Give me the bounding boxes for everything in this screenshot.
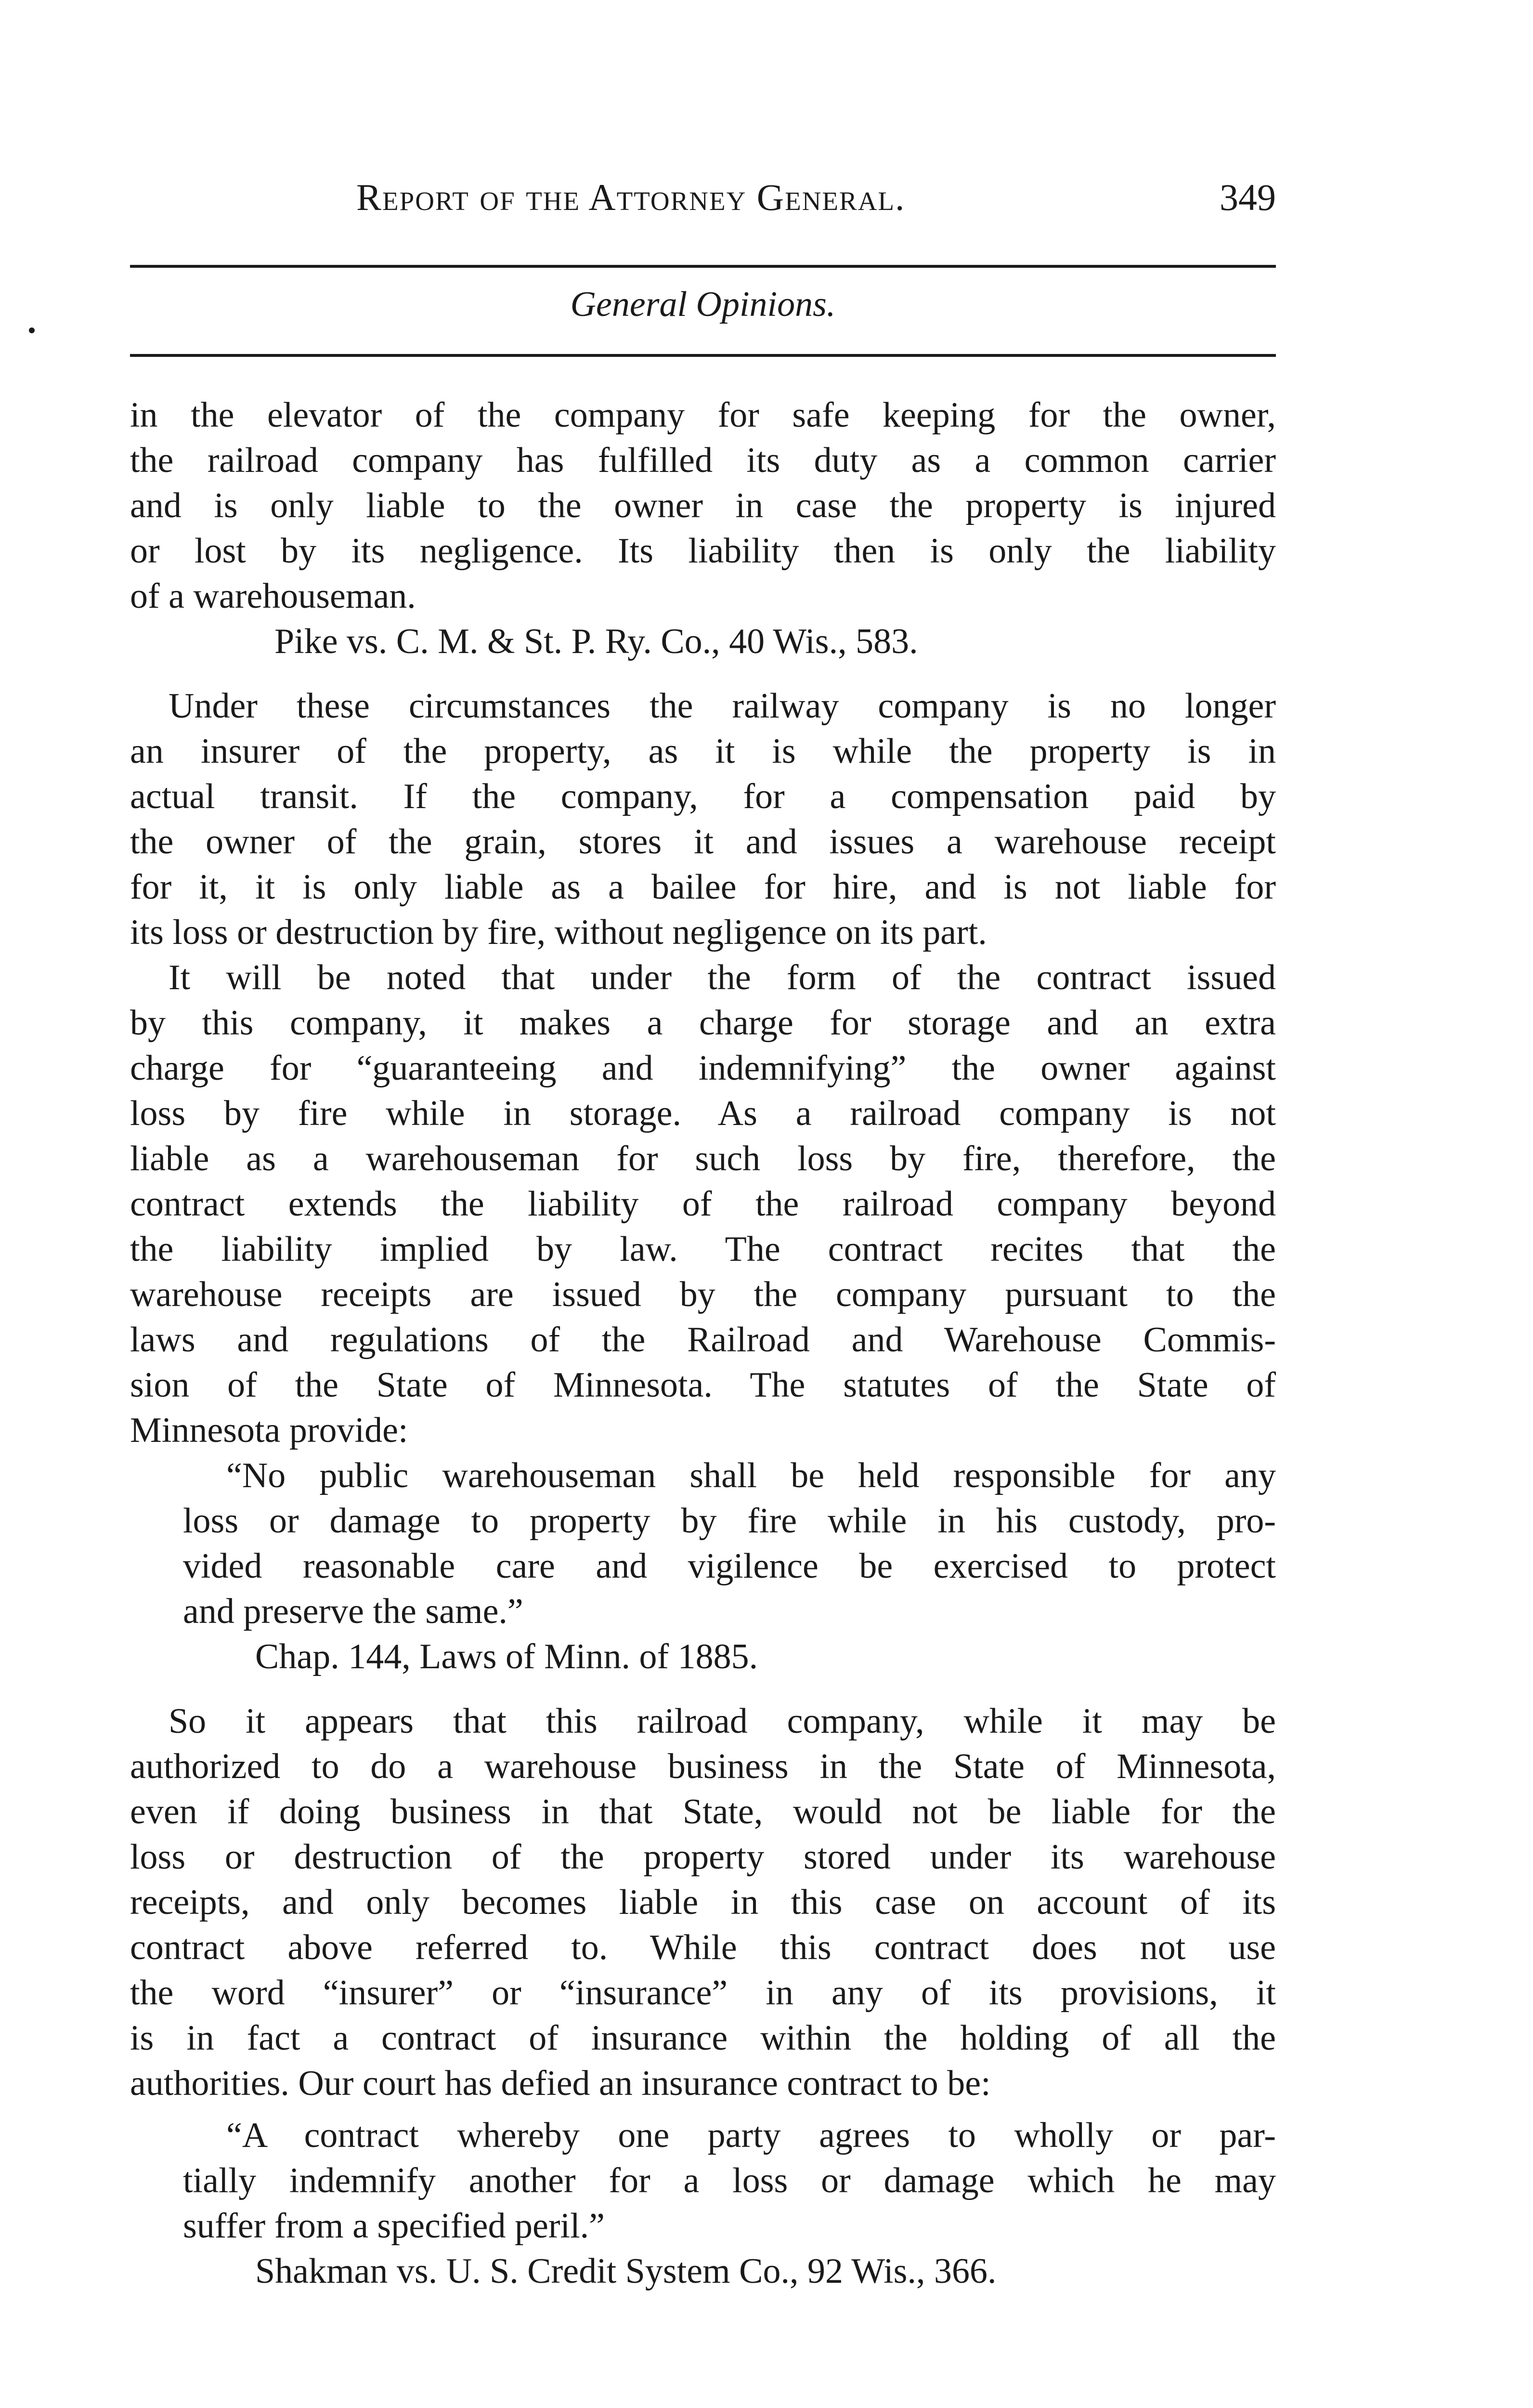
text-line: contract above referred to. While this contract does not use	[130, 1928, 1276, 1967]
text-line: Under these circumstances the railway company is no longer	[169, 686, 1276, 726]
text-line: the railroad company has fulfilled its duty as a common carrier	[130, 441, 1276, 480]
text-line: even if doing business in that State, would not be liable for the	[130, 1792, 1276, 1832]
text-line: vided reasonable care and vigilence be exercised to protect	[183, 1546, 1276, 1586]
text-line: tially indemnify another for a loss or damage which he may	[183, 2161, 1276, 2200]
text-line: or lost by its negligence. Its liability then is only the liability	[130, 531, 1276, 571]
text-line: “No public warehouseman shall be held responsible for any	[226, 1456, 1276, 1495]
text-line: liable as a warehouseman for such loss by fire, therefore, the	[130, 1139, 1276, 1178]
citation-1: Pike vs. C. M. & St. P. Ry. Co., 40 Wis., 583.	[274, 622, 918, 661]
block-quote-1	[130, 1453, 1276, 1634]
text-line: is in fact a contract of insurance within the holding of all the	[130, 2018, 1276, 2058]
text-line: the owner of the grain, stores it and issues a warehouse receipt	[130, 822, 1276, 862]
text-line: sion of the State of Minnesota. The statutes of the State of	[130, 1365, 1276, 1405]
text-line: contract extends the liability of the railroad company beyond	[130, 1184, 1276, 1224]
text-line: for it, it is only liable as a bailee for hire, and is not liable for	[130, 867, 1276, 907]
text-line: and preserve the same.”	[183, 1592, 523, 1631]
header-rule-top	[130, 265, 1276, 268]
text-line: loss or damage to property by fire while in his custody, pro-	[183, 1501, 1276, 1541]
text-line: and is only liable to the owner in case the property is injured	[130, 486, 1276, 525]
text-line: charge for “guaranteeing and indemnifying” the owner against	[130, 1048, 1276, 1088]
text-line: Minnesota provide:	[130, 1411, 408, 1450]
text-line: laws and regulations of the Railroad and Warehouse Commis-	[130, 1320, 1276, 1360]
stray-ink-mark	[29, 327, 35, 333]
paragraph-2	[130, 683, 1276, 955]
text-line: by this company, it makes a charge for storage and an extra	[130, 1003, 1276, 1043]
text-line: the word “insurer” or “insurance” in any of its provisions, it	[130, 1973, 1276, 2013]
running-title: Report of the Attorney General.	[356, 176, 906, 218]
text-line: the liability implied by law. The contract recites that the	[130, 1230, 1276, 1269]
text-line: warehouse receipts are issued by the company pursuant to the	[130, 1275, 1276, 1314]
header-rule-bottom	[130, 354, 1276, 357]
text-line: “A contract whereby one party agrees to wholly or par-	[226, 2116, 1276, 2155]
text-line: authorized to do a warehouse business in the State of Minnesota,	[130, 1747, 1276, 1786]
text-line: its loss or destruction by fire, without negligence on its part.	[130, 913, 987, 952]
page-header	[130, 171, 1276, 224]
paragraph-4	[130, 1699, 1276, 2106]
page-number: 349	[1220, 176, 1276, 218]
section-title: General Opinions.	[570, 285, 836, 324]
paragraph-3	[130, 955, 1276, 1453]
body-text	[130, 393, 1276, 2294]
text-line: in the elevator of the company for safe keeping for the owner,	[130, 395, 1276, 435]
text-line: an insurer of the property, as it is while the property is in	[130, 732, 1276, 771]
citation-2: Chap. 144, Laws of Minn. of 1885.	[255, 1637, 758, 1676]
block-quote-2	[130, 2113, 1276, 2249]
text-line: of a warehouseman.	[130, 576, 416, 616]
text-line: authorities. Our court has defied an insurance contract to be:	[130, 2064, 991, 2103]
text-line: loss by fire while in storage. As a railroad company is not	[130, 1094, 1276, 1133]
text-line: suffer from a specified peril.”	[183, 2206, 605, 2246]
text-line: receipts, and only becomes liable in this case on account of its	[130, 1883, 1276, 1922]
text-line: loss or destruction of the property stored under its warehouse	[130, 1837, 1276, 1877]
paragraph-1	[130, 393, 1276, 619]
text-line: actual transit. If the company, for a compensation paid by	[130, 777, 1276, 816]
text-line: It will be noted that under the form of the contract issued	[169, 958, 1276, 997]
citation-3: Shakman vs. U. S. Credit System Co., 92 Wis., 366.	[255, 2251, 997, 2291]
text-line: So it appears that this railroad company, while it may be	[169, 1701, 1276, 1741]
